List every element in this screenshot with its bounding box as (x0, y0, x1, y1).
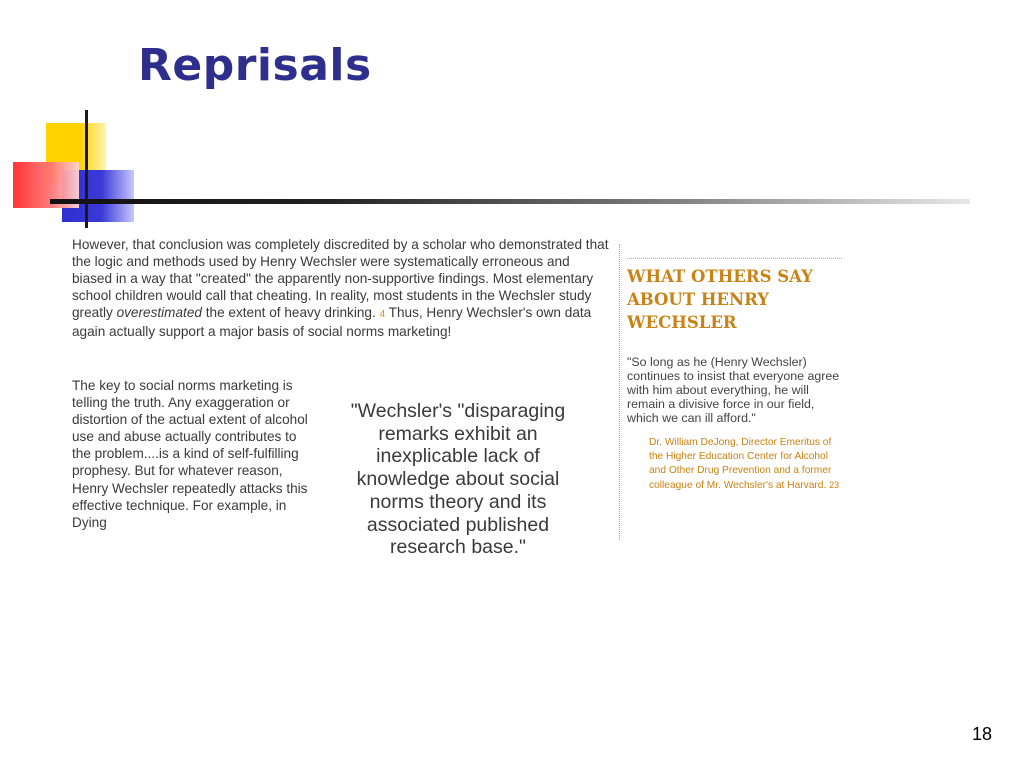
pull-quote: "Wechsler's "disparaging remarks exhibit an inexplicable lack of knowledge about social norms theory and its associated published research base." (350, 400, 566, 559)
corner-decoration (0, 0, 1024, 240)
sidebar (627, 258, 842, 493)
footnote-ref: 4 (379, 309, 386, 320)
sidebar-quote: "So long as he (Henry Wechsler) continues to insist that everyone agree with him about everything, he will remain a divisive force in our field, which we can ill afford." (627, 355, 840, 425)
article-paragraph-1 (72, 236, 612, 340)
vertical-rule (85, 110, 88, 228)
title-underline-rule (50, 199, 970, 204)
para1-text-c: Thus, Henry Wechsler's own data again actually support a major basis of social norms marketing! (72, 305, 592, 339)
para1-emphasis: overestimated (116, 305, 202, 320)
sidebar-divider (619, 244, 620, 540)
sidebar-top-rule (627, 258, 842, 259)
sidebar-heading: WHAT OTHERS SAY ABOUT HENRY WECHSLER (627, 267, 813, 332)
sidebar-attribution (649, 436, 842, 493)
attribution-footnote-ref: 23 (829, 479, 840, 490)
para1-text-b: the extent of heavy drinking. (201, 305, 380, 320)
para1-text-a: However, that conclusion was completely discredited by a scholar who demonstrated that the logic and methods used by Henry Wechsler were systematically erroneous and biased in a way that "created" the apparently non-supportive findings. Most elementary school children would call that cheating. In reality, most students in the Wechsler study greatly (72, 237, 609, 320)
article-paragraph-2: The key to social norms marketing is telling the truth. Any exaggeration or distortion of the actual extent of alcohol use and abuse actually contributes to the problem....is a kind of self-fulfilling prophesy. But for whatever reason, Henry Wechsler repeatedly attacks this effective technique. For example, in Dying (72, 378, 308, 530)
article-excerpt-image (70, 237, 850, 559)
attribution-text: Dr. William DeJong, Director Emeritus of the Higher Education Center for Alcohol and Other Drug Prevention and a former colleague of Mr. Wechsler's at Harvard. (649, 436, 832, 491)
page-number: 18 (971, 724, 992, 744)
slide-title: Reprisals (138, 40, 372, 91)
